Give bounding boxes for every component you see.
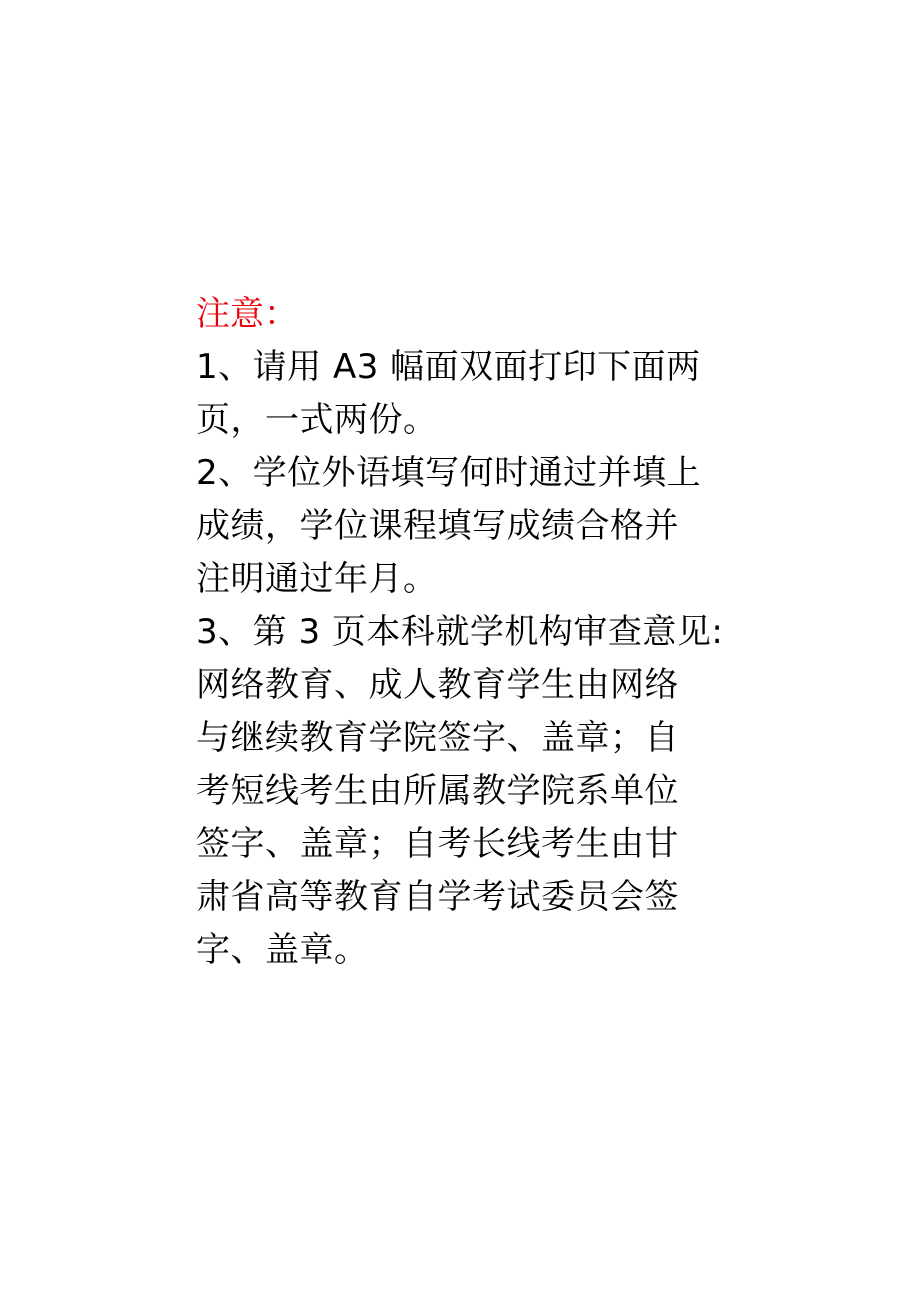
notice-item-2: 2、学位外语填写何时通过并填上 成绩，学位课程填写成绩合格并 注明通过年月。 xyxy=(196,453,702,599)
notice-item-3: 3、第 3 页本科就学机构审查意见: 网络教育、成人教育学生由网络 与继续教育学院签字、盖章；自 考短线考生由所属教学院系单位 签字、盖章；自考长线考生由甘 肃省高等教育自学考试委员会签 字、盖章。 xyxy=(196,612,724,970)
notice-title: 注意： xyxy=(196,294,298,334)
notice-block xyxy=(196,288,736,977)
notice-item-1: 1、请用 A3 幅面双面打印下面两 页，一式两份。 xyxy=(196,347,701,440)
